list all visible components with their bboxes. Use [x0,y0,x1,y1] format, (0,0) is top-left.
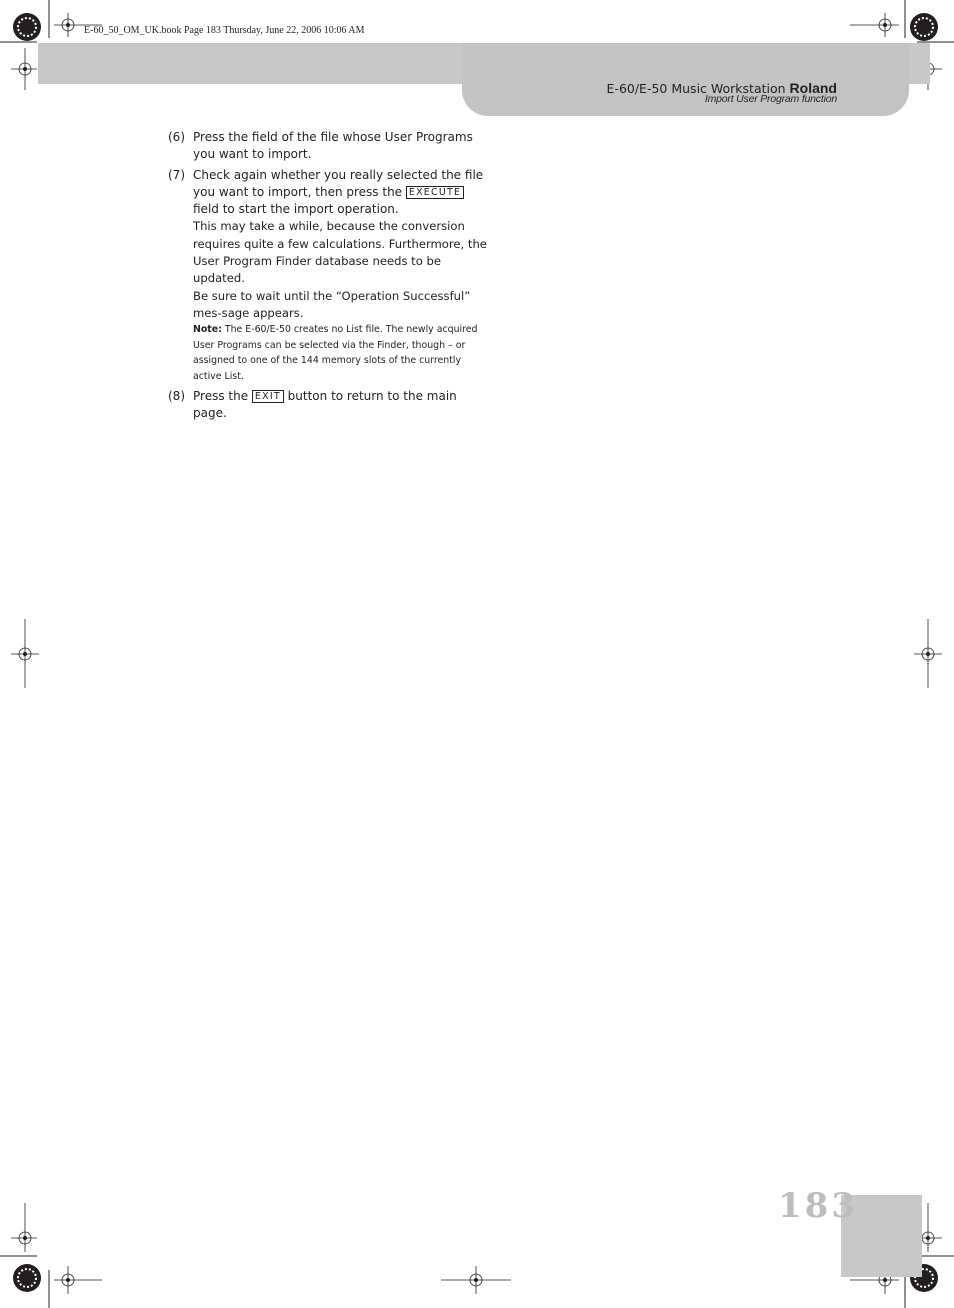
wait-paragraph: Be sure to wait until the “Operation Successful” mes-sage appears. [193,288,471,320]
note [193,322,488,384]
note-label: Note: [193,324,222,336]
step-text-after: button to return to the main page. [193,388,457,420]
step-text: Press the field of the file whose User Programs you want to import. [193,130,473,162]
step-text-before: Press the [193,388,249,403]
product-name: E-60/E-50 Music Workstation [606,81,786,96]
step-7 [168,167,488,385]
step-number: (7) [168,167,185,182]
step-6 [168,129,488,164]
execute-key-label: EXECUTE [406,186,464,199]
file-info-line: E-60_50_OM_UK.book Page 183 Thursday, June 22, 2006 10:06 AM [84,25,365,36]
exit-key-label: EXIT [252,390,284,403]
step-text-before: Check again whether you really selected the file you want to import, then press the [193,167,484,199]
section-title: Import User Program function [704,93,837,105]
step-body [193,167,488,385]
brand-name: Roland [789,80,837,96]
step-number: (6) [168,130,185,144]
main-content [168,129,488,425]
note-text: The E-60/E-50 creates no List file. The newly acquired User Programs can be selected via the Finder, though – or assigned to one of the 144 memory slots of the currently active List. [193,324,478,383]
page-number: 183 [778,1186,858,1226]
step-body [193,129,488,164]
step-text-after: field to start the import operation. [193,202,399,217]
info-paragraph: This may take a while, because the conversion requires quite a few calculations. Furthermore, the User Program Finder database needs to be updated. [193,219,487,286]
step-text [193,388,488,423]
step-number: (8) [168,388,185,403]
step-8 [168,388,488,423]
step-body [193,388,488,423]
step-text [193,167,488,219]
